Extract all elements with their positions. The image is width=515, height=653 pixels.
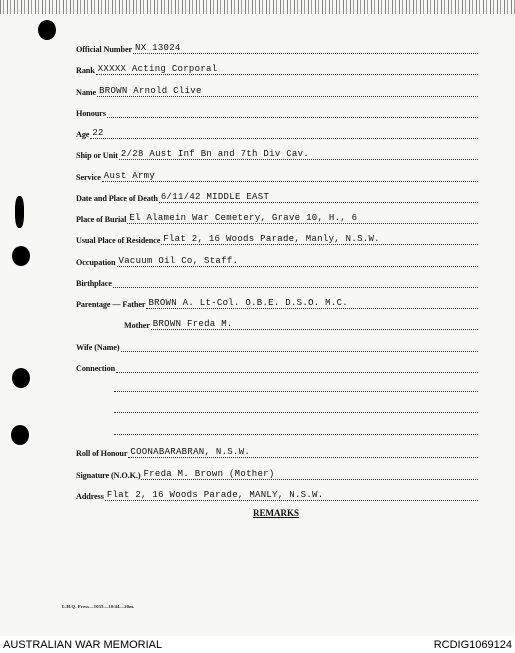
connection-blank-line — [114, 433, 478, 435]
field-label: Name — [76, 88, 97, 97]
field-label: Address — [76, 492, 104, 501]
field-value: 6/11/42 MIDDLE EAST — [160, 192, 270, 202]
field-age — [76, 125, 478, 139]
connection-blank-line — [114, 411, 478, 413]
field-date-place-of-death — [76, 189, 478, 203]
field-father — [76, 295, 478, 309]
field-label: Wife (Name) — [76, 343, 120, 352]
form-print-number: L.H.Q. Press—1035—10/44—20m. — [62, 604, 135, 609]
field-label: Service — [76, 173, 101, 182]
field-connection — [76, 359, 478, 373]
field-label: Place of Burial — [76, 215, 127, 224]
field-ship-or-unit — [76, 146, 478, 160]
field-address — [76, 487, 478, 501]
field-label: Mother — [124, 321, 150, 330]
field-label: Usual Place of Residence — [76, 236, 161, 245]
field-label: Age — [76, 130, 90, 139]
punch-hole — [12, 246, 30, 266]
archive-footer — [0, 638, 515, 653]
footer-record-id: RCDIG1069124 — [433, 639, 512, 651]
scan-smudge — [15, 196, 24, 228]
field-usual-residence — [76, 231, 478, 245]
field-label: Honours — [76, 109, 106, 118]
field-signature-nok — [76, 466, 478, 480]
field-wife — [76, 338, 478, 352]
field-honours — [76, 104, 478, 118]
field-value: Aust Army — [103, 171, 156, 181]
scan-edge-noise — [0, 0, 515, 14]
field-service — [76, 168, 478, 182]
field-label: Occupation — [76, 258, 116, 267]
field-label: Birthplace — [76, 279, 112, 288]
field-value: 2/28 Aust Inf Bn and 7th Div Cav. — [120, 149, 310, 159]
field-value: Flat 2, 16 Woods Parade, MANLY, N.S.W. — [106, 490, 324, 500]
field-label: Ship or Unit — [76, 151, 118, 160]
field-label: Roll of Honour — [76, 449, 128, 458]
field-roll-of-honour — [76, 444, 478, 458]
field-official-number — [76, 40, 478, 54]
field-value: BROWN Freda M. — [152, 319, 233, 329]
footer-source: AUSTRALIAN WAR MEMORIAL — [3, 639, 163, 651]
field-name — [76, 83, 478, 97]
field-birthplace — [76, 274, 478, 288]
field-label: Signature (N.O.K.) — [76, 471, 141, 480]
punch-hole — [11, 425, 29, 445]
field-value: NX 13024 — [135, 43, 181, 53]
punch-hole — [12, 368, 30, 388]
field-value: El Alamein War Cemetery, Grave 10, H., 6 — [129, 213, 358, 223]
field-value: BROWN Arnold Clive — [99, 86, 202, 96]
field-value: Freda M. Brown (Mother) — [143, 469, 275, 479]
connection-blank-line — [114, 390, 478, 392]
field-value: 22 — [92, 128, 104, 138]
field-value: Vacuum Oil Co, Staff. — [118, 256, 239, 266]
field-label: Parentage — Father — [76, 300, 146, 309]
field-value: XXXXX Acting Corporal — [97, 64, 218, 74]
field-rank — [76, 61, 478, 75]
field-label: Connection — [76, 364, 116, 373]
field-label: Rank — [76, 66, 95, 75]
punch-hole — [38, 20, 56, 40]
field-occupation — [76, 253, 478, 267]
field-value: COONABARABRAN, N.S.W. — [130, 447, 251, 457]
field-place-of-burial — [76, 210, 478, 224]
field-value: Flat 2, 16 Woods Parade, Manly, N.S.W. — [163, 234, 380, 244]
field-label: Official Number — [76, 45, 133, 54]
remarks-heading: REMARKS — [253, 508, 300, 518]
field-mother — [124, 316, 478, 330]
field-value: BROWN A. Lt-Col. O.B.E. D.S.O. M.C. — [148, 298, 348, 308]
field-label: Date and Place of Death — [76, 194, 158, 203]
